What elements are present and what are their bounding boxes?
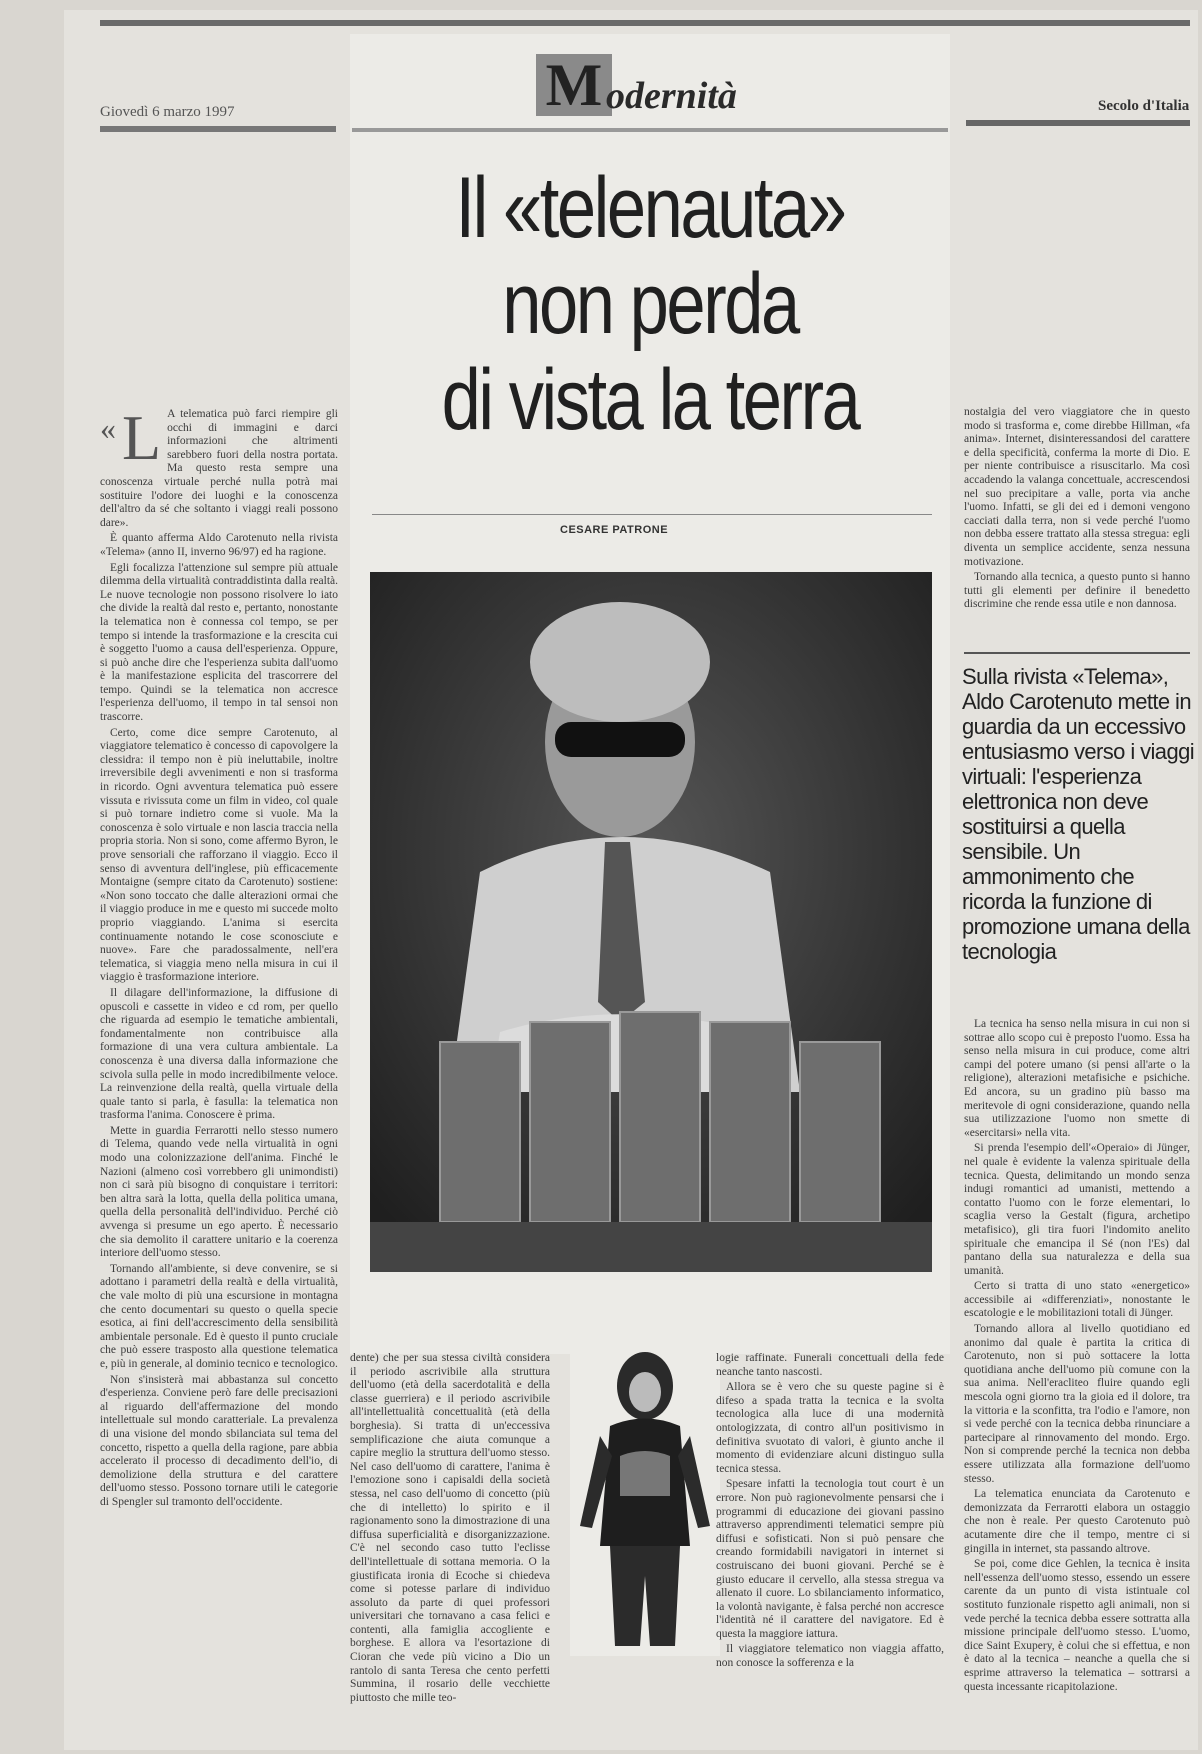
issue-date: Giovedì 6 marzo 1997 [100, 104, 235, 120]
col3-paragraph: Spesare infatti la tecnologia tout court è un errore. Non può ragionevolmente pensarsi che i programmi di educazione dei giovani passino attraverso apprendimenti telematici sempre più diffusi e sofisticati. Non si può pensare che creando formidabili navigatori in internet si costruiscano dei buoni giovani. Perché se è giusto educare il cervello, alla stessa stregua va allenato il cuore. Lo sbilanciamento informatico, la volontà navigante, è falsa perché non accresce l'identità né il carattere del navigatore. Ed è questa la maggiore iattura. [716, 1478, 944, 1640]
col1-paragraph: Certo, come dice sempre Carotenuto, al viaggiatore telematico è concesso di capovolgere la clessidra: il tempo non è più ineluttabile, inoltre irreversibile degli avvenimenti e non si trasforma in ricordo. Ogni avventura telematica può essere vissuta e rivissuta come un film in video, col quale si può tornare indietro come si vuole. Ma la conoscenza è solo virtuale e non lascia traccia nella propria storia. Non si sono, come affermo Byron, le prove sensoriali che rafforzano il viaggio. Ecco il senso di avventura dell'inglese, più efficacemente Montaigne (sempre citato da Carotenuto) sostiene: «Non sono toccato che dalle alterazioni ormai che il viaggio produce in me e questo mi succede molto proprio viaggiando. L'anima si esercita continuamente notando le cose sconosciute e nuove». Fare che paradossalmente, nell'era telematica, si viaggia meno nella misura in cui il viaggio è trasformazione interiore. [100, 726, 338, 984]
col1-paragraph: Il dilagare dell'informazione, la diffusione di opuscoli e cassette in video e cd rom, per quello che riguarda ad esempio le tematiche ambientali, fondamentalmente non contribuisce alla formazione di una vera cultura ambientale. La conoscenza è una diversa dalla informazione che scivola sulla pelle in modo incredibilmente veloce. La reinvenzione della realtà, quella virtuale della quale tanto si parla, è fasulla: la telematica non trasforma l'anima. Conoscere è prima. [100, 986, 338, 1122]
col1-paragraph: Tornando all'ambiente, si deve convenire, se si adottano i parametri della realtà e della virtualità, che vale molto di più una escursione in montagna che cento documentari su questo o quella specie esotica, ai fini dell'accrescimento della sensibilità ambientale personale. Ed è questo il punto cruciale che può essere trasposto alla questione telematica e, più in generale, al dominio tecnico e tecnologico. [100, 1262, 338, 1370]
col1-paragraph: A telematica può farci riempire gli occhi di immagini e darci informazioni che altrimenti sarebbero fuori della nostra portata. Ma questo resta sempre una conoscenza virtuale perché nulla potrà mai sostituire l'odore dei luoghi e la conoscenza dell'altro da sé che soltanto i viaggi reali possono dare». [100, 408, 338, 529]
drop-cap: L [122, 402, 162, 473]
col1-paragraph: Egli focalizza l'attenzione sul sempre più attuale dilemma della virtualità contraddistinta dalla realtà. Le nuove tecnologie non possono risolvere lo iato che divide la realtà dal resto e, pertanto, nonostante la telematica non è connessa col tempo, se per tempo si intende la trasformazione e la crescita cui è soggetto l'uomo a causa dell'esperienza. Oppure, si può anche dire che l'esperienza subita dall'uomo è la manifestazione esplicita del trascorrere del tempo. Quindi se la telematica non accresce l'esperienza dell'uomo, il tempo in tal sensoi non trascorre. [100, 561, 338, 724]
headline-line-1: Il «telenauta» [455, 160, 845, 256]
col4-paragraph: Tornando allora al livello quotidiano ed anonimo dal quale è partita la critica di Carotenuto, non si può sottacere la lotta quotidiana anche dell'uomo più comune con la sua anima. Nell'eracliteo fluire quando egli mescola ogni giorno tra la gioia ed il dolore, tra la vittoria e la sconfitta, tra l'odio e l'amore, non si vede perché con la tecnica debba rinunciare a partecipare al rinnovamento del mondo. Ergo. Non si comprende perché la tecnica non debba essere utilizzata alla formazione dell'uomo stesso. [964, 1323, 1190, 1485]
left-header-rule [100, 126, 336, 132]
col4-paragraph: Certo si tratta di uno stato «energetico» accessibile ai «differenziati», nonostante le escatologie e le mobilitazioni totali di Jünger. [964, 1280, 1190, 1320]
col4-paragraph: La tecnica ha senso nella misura in cui non si sottrae allo scopo cui è preposto l'uomo. Essa ha senso nella misura in cui produce, come altri campi del potere umano (si pensi all'arte o la religione), alterazioni metafisiche e psichiche. Ed ancora, su un gradino più basso ma meritevole di ogni considerazione, quando nella sua utilizzazione l'uomo non smette di «esercitarsi» nella vita. [964, 1018, 1190, 1139]
right-header-rule [966, 120, 1190, 126]
headline-rule [372, 514, 932, 515]
kicker-rule [352, 128, 948, 132]
headline-line-3: di vista la terra [441, 352, 859, 448]
col1-paragraph: Mette in guardia Ferrarotti nello stesso numero di Telema, quando vede nella virtualità in ogni modo una colonizzazione dell'anima. Finché le Nazioni (almeno così vorrebbero gli unimondisti) non ci sarà più bisogno di conquistare i territori: ben altra sarà la lotta, quella della politica umana, quella della personalità dell'individuo. Perché ciò avvenga si presume un ego aperto. È necessario che sia demolito il carattere unitario e la coerenza interiore dell'uomo stesso. [100, 1124, 338, 1260]
col1-paragraph: È quanto afferma Aldo Carotenuto nella rivista «Telema» (anno II, inverno 96/97) ed ha ragione. [100, 532, 338, 558]
headline-line-2: non perda [502, 256, 798, 352]
col3-paragraph: Allora se è vero che su queste pagine si è difeso a spada tratta la tecnica e la svolta tecnologica alla luce di una modernità ontologizzata, di contro all'un positivismo in definitiva svuotato di valori, è giunto anche il momento di evidenziare alcuni distinguo sulla tecnica stessa. [716, 1381, 944, 1475]
col4-paragraph: Se poi, come dice Gehlen, la tecnica è insita nell'essenza dell'uomo stesso, essendo un essere carente da un punto di vista istintuale col sostituto funzionale rispetto agli animali, non si vede perché la tecnica debba essere sottratta alla missione principale dell'uomo stesso. L'uomo, dice Saint Exupery, è colui che si effettua, e non è dato al la tecnica – neanche a quella che si esprime attraverso la telematica – sottrarsi a questa incessante ricapitolazione. [964, 1558, 1190, 1693]
summary-deck: Sulla rivista «Telema», Aldo Carotenuto mette in guardia da un eccessivo entusiasmo verso i viaggi virtuali: l'esperienza elettronica non deve sostituirsi a quella sensibile. Un ammonimento che ricorda la funzione di promozione umana della tecnologia [962, 664, 1195, 964]
col3-paragraph: logie raffinate. Funerali concettuali della fede neanche tanto nascosti. [716, 1352, 944, 1378]
col4-paragraph: La telematica enunciata da Carotenuto e demonizzata da Ferrarotti elabora un ostaggio che non è reale. Per questo Carotenuto può acutamente dire che il tempo, mentre ci si gingilla in internet, sta passando altrove. [964, 1488, 1190, 1555]
article-column-2 [350, 1352, 550, 1707]
section-kicker [536, 46, 737, 116]
col4-paragraph: Tornando alla tecnica, a questo punto si hanno tutti gli elementi per definire il benedetto discrimine che rende essa utile e non dannosa. [964, 571, 1190, 611]
article-column-4-top [964, 406, 1190, 614]
col4-paragraph: Si prenda l'esempio dell'«Operaio» di Jünger, nel quale è evidente la valenza spirituale della tecnica. Questa, delimitando un mondo senza indugi romantici ad umanisti, mettendo a contatto l'uomo con le forze elementari, lo scaglia verso la Gestalt (figura, archetipo metafisico), gli tira fuori l'indomito anelito spirituale che emancipa il Sé (non l'Es) dal pantano della sua naturalezza e della sua umanità. [964, 1142, 1190, 1277]
man-with-vr-helmet-photo [370, 572, 932, 1272]
summary-rule [964, 652, 1190, 654]
robot-illustration [570, 1346, 720, 1656]
opening-quote-mark: « [100, 410, 116, 446]
top-rule [100, 20, 1190, 26]
section-initial: M [536, 54, 612, 116]
article-column-1 [100, 402, 338, 1512]
section-title: odernità [606, 75, 737, 117]
col3-paragraph: Il viaggiatore telematico non viaggia affatto, non conosce la sofferenza e la [716, 1643, 944, 1670]
col2-paragraph: dente) che per sua stessa civiltà considera il periodo ascrivibile alla struttura dell'uomo (età della sacerdotalità e della classe guerriera) e il periodo ascrivibile all'intellettualità concettualità (età della borghesia). Si tratta di un'eccessiva semplificazione che aiuta comunque a capire meglio la struttura dell'uomo stesso. Nel caso dell'uomo di carattere, l'anima è l'emozione sono i capisaldi della società stessa, nel caso dell'uomo di concetto (più che di intelletto) lo spirito e il ragionamento sono la dimostrazione di una diffusa superficialità e disorganizzazione. C'è nel secondo caso tutto l'eclisse dell'intellettuale di sottana memoria. O la giustificata ironia di Ecoche si chiedeva come si potesse parlare di individuo assoluto da parte di quei professori universitari che tornavano a casa felici e contenti, alla famiglia accogliente e borghese. E allora va l'esortazione di Cioran che vede più vicino a Dio un rantolo di santa Teresa che cento perfetti Summina, il rosario delle vecchiette piuttosto che mille teo- [350, 1352, 550, 1704]
article-column-3 [716, 1352, 944, 1673]
col1-paragraph: Non s'insisterà mai abbastanza sul concetto d'esperienza. Conviene però fare delle precisazioni al riguardo dell'affermazione del mondo intellettuale sul mondo caratteriale. La prevalenza di una visione del mondo sbilanciata sul tema del concetto, rispetto a quella della ragione, pare abbia accelerato il processo di decadimento dell'io, di demolizione della struttura e del carattere dell'uomo stesso. Possono tornare utili le categorie di Spengler sul tramonto dell'occidente. [100, 1373, 338, 1508]
article-column-4-bottom [964, 1018, 1190, 1696]
main-photo [370, 572, 932, 1272]
newspaper-name: Secolo d'Italia [1098, 98, 1190, 114]
byline: CESARE PATRONE [560, 524, 669, 536]
col4-paragraph: nostalgia del vero viaggiatore che in questo modo si trasforma e, come direbbe Hillman, «fa anima». Internet, disinteressandosi del carattere e della specificità, conferma la morte di Dio. E per niente contribuisce a risuscitarlo. Ma così accadendo la valanga concettuale, accrescendosi nel suo precipitare a valle, porta via anche l'uomo. Infatti, se gli dei ed i demoni vengono cacciati dalla terra, non si vede perché l'uomo non debba essere trattato alla stessa stregua: egli diventa un semplice accidente, senza nessuna motivazione. [964, 406, 1190, 568]
headline [412, 160, 888, 448]
